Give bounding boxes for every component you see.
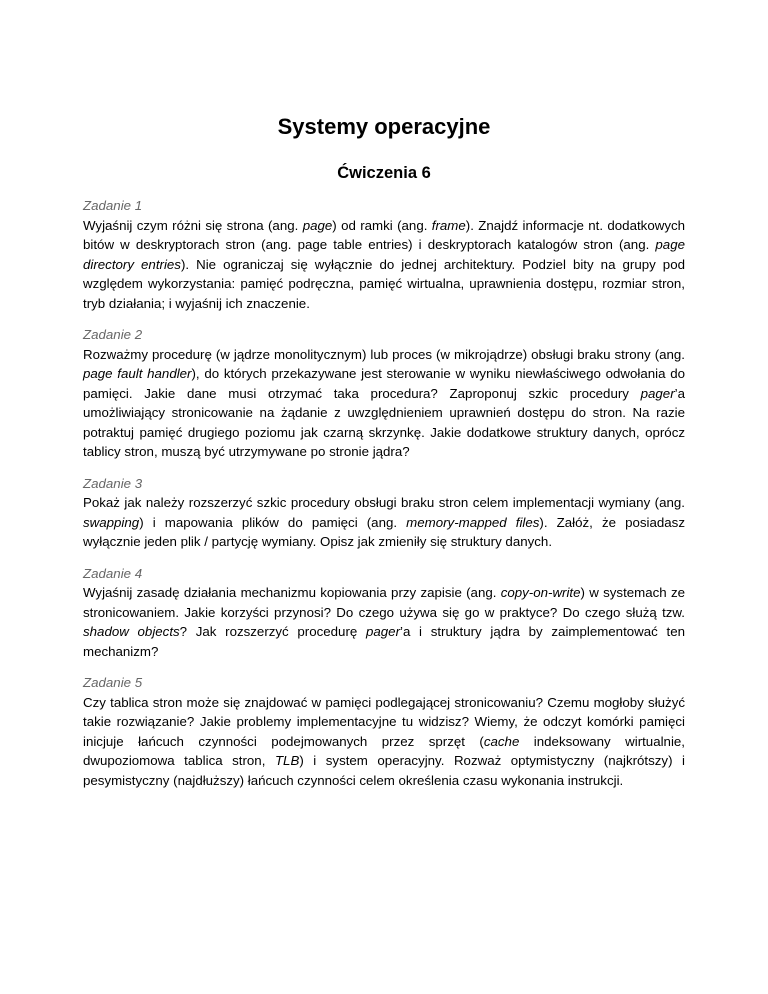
task-label: Zadanie 5 (83, 675, 143, 690)
italic-term: TLB (274, 753, 300, 768)
italic-term: page directory entries (83, 237, 685, 272)
text-segment: ) i mapowania plików do pamięci (ang. (139, 514, 407, 530)
task-2 (83, 325, 685, 462)
text-segment: ). Załóż, że posiadasz wyłącznie jeden plik / partycję wymiany. Opisz jak zmieniły się struktury danych. (83, 514, 685, 549)
task-5 (83, 673, 685, 790)
italic-term: pager (640, 385, 675, 401)
task-text (83, 583, 685, 661)
text-segment: indeksowany wirtualnie, dwupoziomowa tablica stron, (83, 733, 685, 768)
text-segment: Rozważmy procedurę (w jądrze monolitycznym) lub proces (w mikrojądrze) obsługi braku strony (ang. (83, 346, 685, 362)
italic-term: cache (483, 733, 520, 749)
italic-term: pager (365, 624, 400, 639)
document-subtitle: Ćwiczenia 6 (337, 164, 431, 182)
text-segment: ? Jak rozszerzyć procedurę (179, 624, 366, 639)
text-segment: ) i system operacyjny. Rozważ optymistyczny (najkrótszy) i pesymistyczny (najdłuższy) łańcuch czynności celem określenia czasu wykonania instrukcji. (83, 753, 685, 788)
italic-term: memory-mapped files (406, 514, 540, 530)
task-text (83, 216, 685, 314)
task-text (83, 345, 685, 462)
task-text (83, 493, 685, 552)
task-text (83, 693, 685, 791)
task-label: Zadanie 3 (83, 475, 143, 491)
task-list (83, 196, 685, 802)
italic-term: shadow objects (83, 624, 180, 639)
text-segment: ). Nie ograniczaj się wyłącznie do jednej architektury. Podziel bity na grupy pod względem wykorzystania: pamięć podręczna, pamięć wirtualna, uprawnienia dostępu, rozmiar stron, tryb działania; i wyjaśnij ich znaczenie. (83, 256, 685, 311)
italic-term: frame (431, 217, 466, 233)
task-3 (83, 474, 685, 552)
text-segment: Wyjaśnij zasadę działania mechanizmu kopiowania przy zapisie (ang. (83, 585, 501, 600)
text-segment: ). Znajdź informacje nt. dodatkowych bitów w deskryptorach stron (ang. page table entries) i deskryptorach katalogów stron (ang. (83, 217, 686, 252)
text-segment: ), do których przekazywane jest sterowanie w wyniku niewłaściwego odwołania do pamięci. Jakie dane musi otrzymać taka procedura? Zaproponuj szkic procedury (83, 366, 685, 401)
italic-term: page (302, 217, 333, 233)
document-title: Systemy operacyjne (277, 114, 491, 139)
task-label: Zadanie 2 (83, 327, 143, 342)
text-segment: Pokaż jak należy rozszerzyć szkic procedury obsługi braku stron celem implementacji wymiany (ang. (83, 495, 685, 510)
task-label: Zadanie 4 (83, 565, 143, 581)
text-segment: Wyjaśnij czym różni się strona (ang. (83, 217, 303, 233)
text-segment: Czy tablica stron może się znajdować w pamięci podlegającej stronicowaniu? Czemu mogłoby służyć takie rozwiązanie? Jakie problemy implementacyjne tu widzisz? Wiemy, że odczyt komórki pamięci inicjuje łańcuch czynności podejmowanych przez sprzęt ( (83, 694, 685, 749)
italic-term: swapping (83, 514, 140, 530)
text-segment: ’a umożliwiający stronicowanie na żądanie z uwzględnieniem uprawnień dostępu do stron. Na razie potraktuj pamięć drugiego poziomu jak czarną skrzynkę. Jakie dodatkowe struktury danych, oprócz tablicy stron, muszą być utrzymywane po stronie jądra? (83, 385, 685, 459)
task-4 (83, 564, 685, 662)
task-1 (83, 196, 685, 313)
text-segment: ) w systemach ze stronicowaniem. Jakie korzyści przynosi? Do czego używa się go w praktyce? Do czego służą tzw. (83, 585, 685, 620)
text-segment: ) od ramki (ang. (332, 217, 432, 233)
text-segment: ’a i struktury jądra by zaimplementować ten mechanizm? (83, 624, 685, 659)
italic-term: page fault handler (83, 366, 192, 381)
italic-term: copy-on-write (500, 585, 581, 600)
task-label: Zadanie 1 (83, 198, 143, 213)
